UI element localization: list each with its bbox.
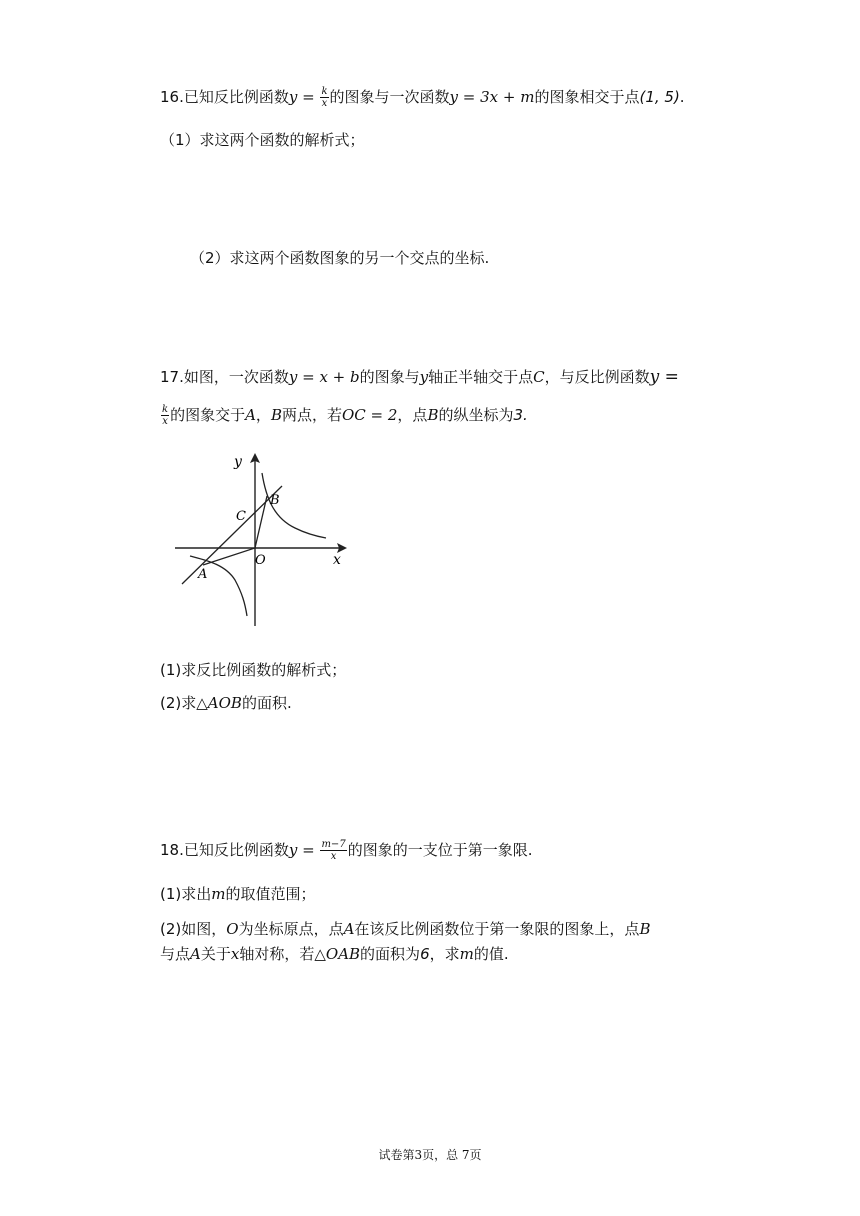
hyperbola-branch-q3 <box>190 556 247 616</box>
q16-stem: 16.已知反比例函数y = $\frac{k}{x}$ 的图象与一次函数y = 3x + m的图象相交于点(1, 5). <box>160 86 685 109</box>
q18-part2-line1: (2)如图，O为坐标原点，点A在该反比例函数位于第一象限的图象上，点B <box>160 920 651 938</box>
q16-part2: （2）求这两个函数图象的另一个交点的坐标. <box>190 249 490 267</box>
q18-fraction: $\frac{m-7}{x}$ <box>321 839 346 862</box>
q16-fraction: $\frac{k}{x}$ <box>321 86 328 109</box>
figure-y-label: y <box>234 454 242 470</box>
q17-part1: (1)求反比例函数的解析式； <box>160 661 347 679</box>
page-footer: 试卷第3页，总 7页 <box>378 1148 482 1162</box>
q18-stem: 18.已知反比例函数y = $\frac{m-7}{x}$ 的图象的一支位于第一象限. <box>160 839 533 862</box>
q18-part1: (1)求出m的取值范围； <box>160 885 316 903</box>
figure-x-label: x <box>333 552 341 568</box>
q17-stem-line2: $\frac{k}{x}$ 的图象交于A，B两点，若OC = 2，点B的纵坐标为3. <box>162 404 528 427</box>
segment-ob <box>255 496 267 548</box>
q17-stem-line1: 17.如图，一次函数y = x + b的图象与y轴正半轴交于点C，与反比例函数y = <box>160 367 679 387</box>
linear-function-line <box>182 486 282 584</box>
q17-part2: (2)求△AOB的面积. <box>160 694 292 712</box>
figure-o-label: O <box>255 553 266 568</box>
q17-figure <box>170 448 360 633</box>
q16-part1: （1）求这两个函数的解析式； <box>160 131 365 149</box>
figure-a-label: A <box>198 567 208 582</box>
figure-c-label: C <box>236 509 246 524</box>
figure-b-label: B <box>270 493 280 508</box>
q18-part2-line2: 与点A关于x轴对称，若△OAB的面积为6，求m的值. <box>160 945 509 963</box>
q17-fraction: $\frac{k}{x}$ <box>162 404 169 427</box>
